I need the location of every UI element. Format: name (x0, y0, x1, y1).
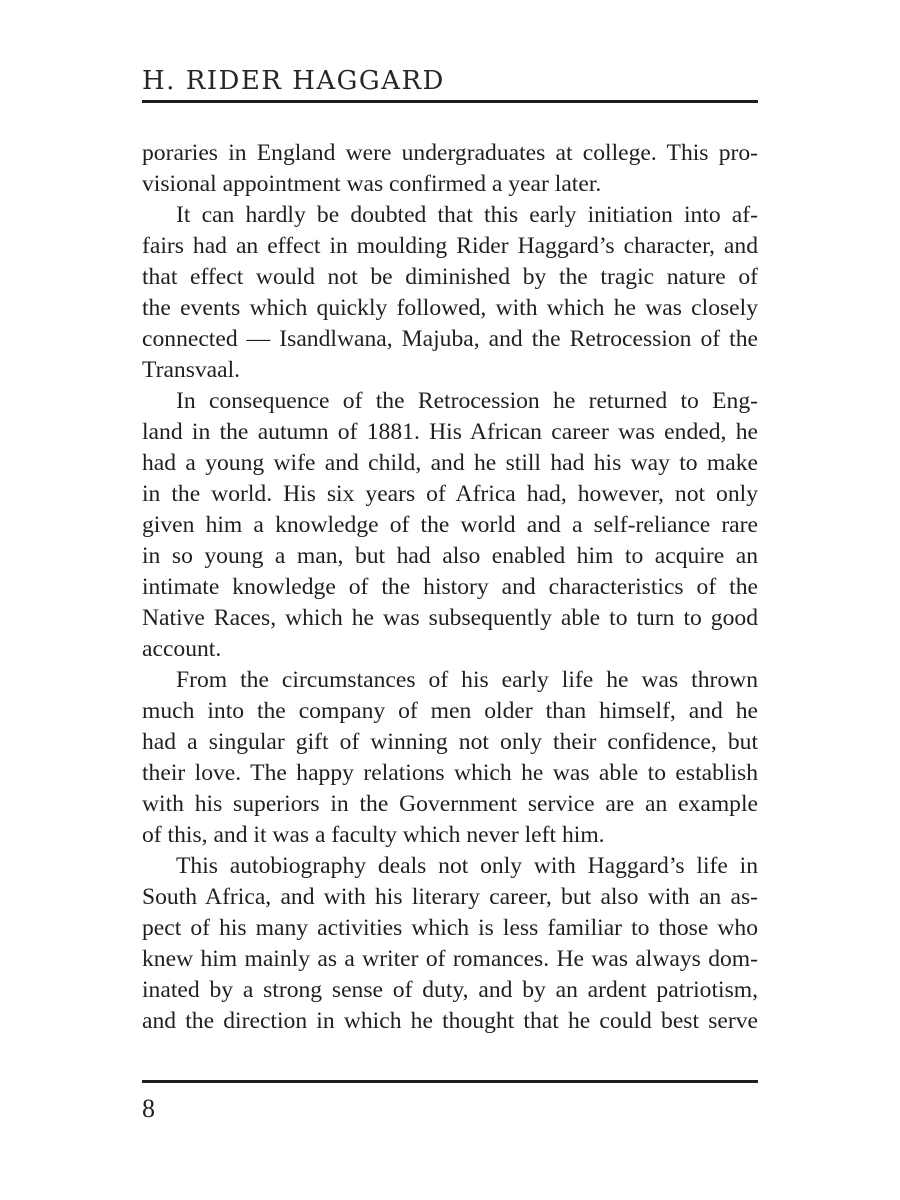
text-line: It can hardly be doubted that this early initiation into af- (176, 202, 758, 228)
text-line: given him a knowledge of the world and a self-reliance rare (142, 512, 758, 538)
text-line: This autobiography deals not only with Haggard’s life in (176, 853, 758, 879)
running-head: H. RIDER HAGGARD (142, 66, 445, 96)
text-line: South Africa, and with his literary career, but also with an as- (142, 884, 758, 910)
text-line: inated by a strong sense of duty, and by an ardent patriotism, (142, 977, 758, 1003)
body-text (142, 138, 758, 1037)
text-line: their love. The happy relations which he was able to establish (142, 760, 758, 786)
page-number: 8 (142, 1094, 155, 1123)
text-line: had a singular gift of winning not only their confidence, but (142, 729, 758, 755)
text-line: visional appointment was confirmed a year later. (142, 171, 602, 197)
text-line: poraries in England were undergraduates at college. This pro- (142, 140, 758, 166)
text-line: Transvaal. (142, 357, 241, 383)
footer-rule (142, 1080, 758, 1083)
text-line: From the circumstances of his early life he was thrown (176, 667, 758, 693)
text-line: knew him mainly as a writer of romances. He was always dom- (142, 946, 758, 972)
text-line: that effect would not be diminished by the tragic nature of (142, 264, 758, 290)
text-line: account. (142, 636, 222, 662)
text-line: connected — Isandlwana, Majuba, and the Retrocession of the (142, 326, 758, 352)
text-line: and the direction in which he thought that he could best serve (142, 1008, 758, 1034)
text-line: in the world. His six years of Africa had, however, not only (142, 481, 758, 507)
text-line: Native Races, which he was subsequently able to turn to good (142, 605, 758, 631)
text-line: the events which quickly followed, with which he was closely (142, 295, 758, 321)
text-line: much into the company of men older than himself, and he (142, 698, 758, 724)
text-line: had a young wife and child, and he still had his way to make (142, 450, 758, 476)
text-line: with his superiors in the Government service are an example (142, 791, 758, 817)
text-line: fairs had an effect in moulding Rider Haggard’s character, and (142, 233, 758, 259)
text-line: of this, and it was a faculty which never left him. (142, 822, 605, 848)
text-line: pect of his many activities which is less familiar to those who (142, 915, 758, 941)
text-line: In consequence of the Retrocession he returned to Eng- (176, 388, 758, 414)
text-line: intimate knowledge of the history and characteristics of the (142, 574, 758, 600)
text-line: land in the autumn of 1881. His African career was ended, he (142, 419, 758, 445)
text-line: in so young a man, but had also enabled him to acquire an (142, 543, 758, 569)
header-rule (142, 100, 758, 103)
